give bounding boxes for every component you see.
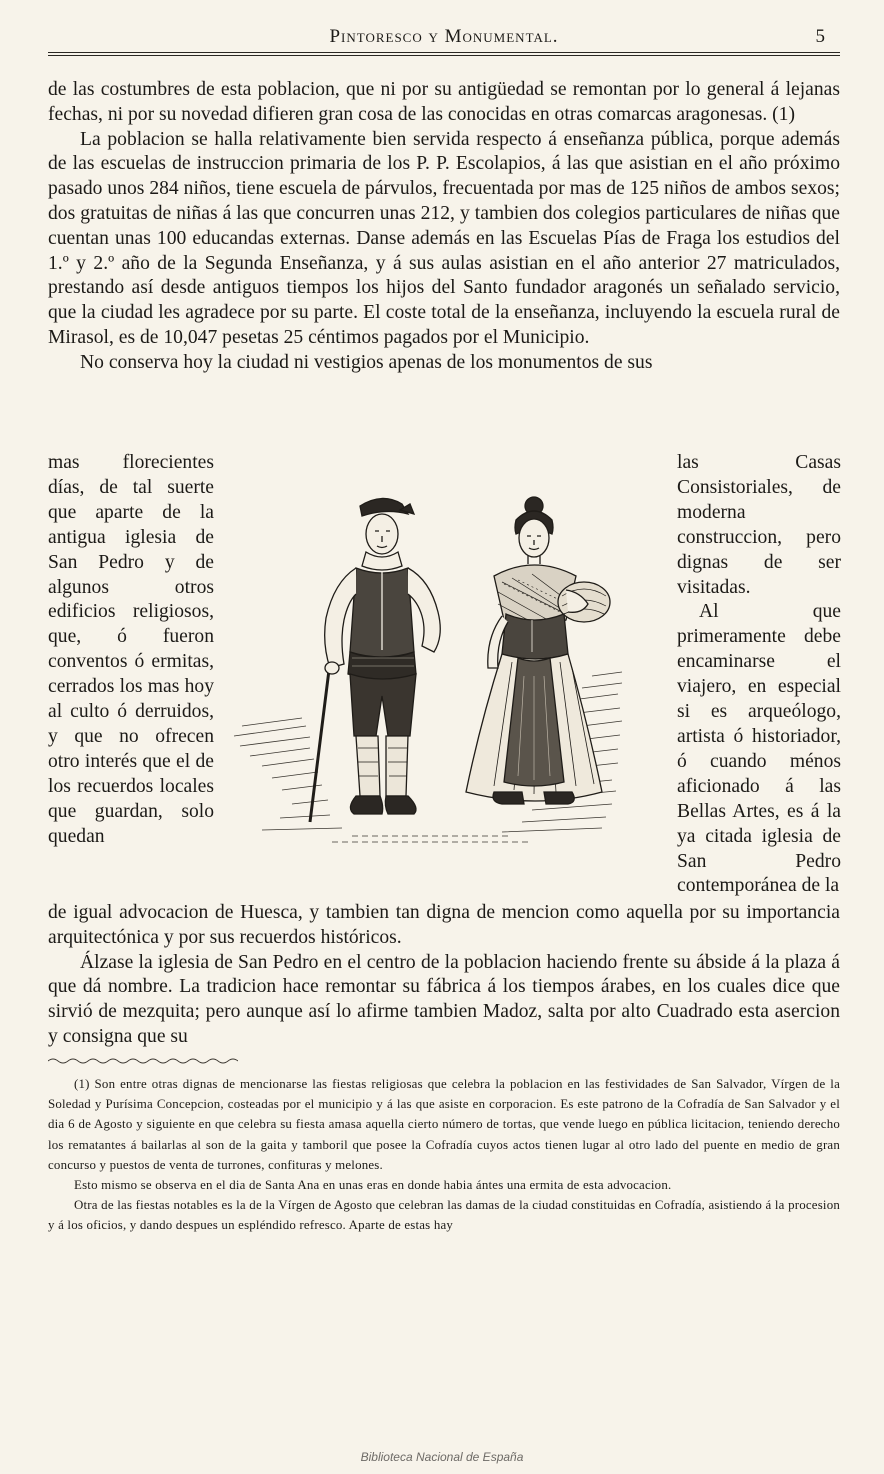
footnote: (1) Son entre otras dignas de mencionarse las fiestas religiosas que celebra la poblacion en las festividades de San Salvador, Vírgen de la Soledad y Purísima Concepcion, costeadas por el municipio y á las que asiste en corporacion. Es este patrono de la Cofradía de San Salvador y el dia 6 de Agosto y siguiente en que celebra su fiesta amasa aquella cierto número de tortas, que vende luego en pública licitacion, teniendo derecho los rematantes á bailarlas al son de la gaita y tamboril que posee la Cofradía cuyos actos tienen lugar al otro lado del puente en medio de gran concurso y puestos de venta de turrones, confituras y melones. bbox=[48, 1077, 840, 1172]
engraving-illustration bbox=[232, 486, 642, 856]
footnote: Esto mismo se observa en el dia de Santa Ana en unas eras en donde habia ántes una ermita de esta advocacion. bbox=[74, 1178, 672, 1193]
footnote-separator bbox=[48, 1057, 238, 1065]
header-rule bbox=[48, 52, 840, 53]
left-column-text bbox=[48, 451, 214, 850]
paragraph: Al que primeramente debe encaminarse el viajero, en especial si es arqueólogo, artista ó historiador, ó cuando ménos aficionado á las Bellas Artes, es á la ya citada iglesia de San Pedro contemporánea de la bbox=[677, 601, 841, 897]
paragraph: La poblacion se halla relativamente bien servida respecto á enseñanza pública, porque además de las escuelas de instruccion primaria de los P. P. Escolapios, á las que asistian en el año próximo pasado unos 284 niños, tiene escuela de párvulos, frecuentada por mas de 125 niños de ambos sexos; dos gratuitas de niñas á las que concurren unas 212, y tambien dos colegios particulares de niñas que cuentan unas 100 educandas externas. Danse además en las Escuelas Pías de Fraga los estudios del 1.º y 2.º año de la Segunda Enseñanza, y á sus aulas asistian en el año anterior 27 matriculados, prestando así desde antiguos tiempos los hijos del Santo fundador aragonés un señalado servicio, que la ciudad les agradece por su parte. El coste total de la enseñanza, incluyendo la escuela rural de Mirasol, es de 10,047 pesetas 25 céntimos pagados por el Municipio. bbox=[48, 128, 840, 348]
paragraph: No conserva hoy la ciudad ni vestigios apenas de los monumentos de sus bbox=[80, 351, 653, 373]
paragraph: de igual advocacion de Huesca, y tambien tan digna de mencion como aquella por su importancia arquitectónica y por sus recuerdos históricos. bbox=[48, 902, 840, 948]
paragraph: de las costumbres de esta poblacion, que ni por su antigüedad se remontan por lo general á lejanas fechas, ni por su novedad difieren gran cosa de las conocidas en otras comarcas aragonesas. (1) bbox=[48, 79, 840, 125]
paragraph: mas florecientes días, de tal suerte que aparte de la antigua iglesia de San Pedro y de algunos otros edificios religiosos, que, ó fueron conventos ó ermitas, cerrados los mas hoy al culto ó derruidos, y que no ofrecen otro interés que el de los recuerdos locales que guardan, solo quedan bbox=[48, 452, 214, 847]
paragraph: las Casas Consistoriales, de moderna construccion, pero dignas de ser visitadas. bbox=[677, 452, 841, 598]
library-watermark: Biblioteca Nacional de España bbox=[360, 1450, 524, 1464]
right-column-text bbox=[677, 451, 841, 899]
body-text-top bbox=[48, 78, 840, 376]
body-text-after bbox=[48, 901, 840, 1050]
header-rule-double bbox=[48, 55, 840, 56]
footnote: Otra de las fiestas notables es la de la Vírgen de Agosto que celebran las damas de la ciudad constituidas en Cofradía, asistiendo á la procesion y á los oficios, y dando despues un espléndido refresco. Aparte de estas hay bbox=[48, 1198, 840, 1233]
paragraph: Álzase la iglesia de San Pedro en el centro de la poblacion haciendo frente su ábside á la plaza á que dá nombre. La tradicion hace remontar su fábrica á los tiempos árabes, en los cuales dice que sirvió de mezquita; pero aunque así lo afirme tambien Madoz, salta por alto Cuadrado esta asercion y consigna que su bbox=[48, 951, 840, 1047]
running-title: Pintoresco y Monumental. bbox=[329, 26, 559, 47]
woman-figure bbox=[466, 497, 610, 804]
footnotes bbox=[48, 1074, 840, 1236]
man-figure bbox=[310, 498, 440, 822]
page-number: 5 bbox=[815, 26, 826, 47]
running-head bbox=[48, 26, 840, 50]
